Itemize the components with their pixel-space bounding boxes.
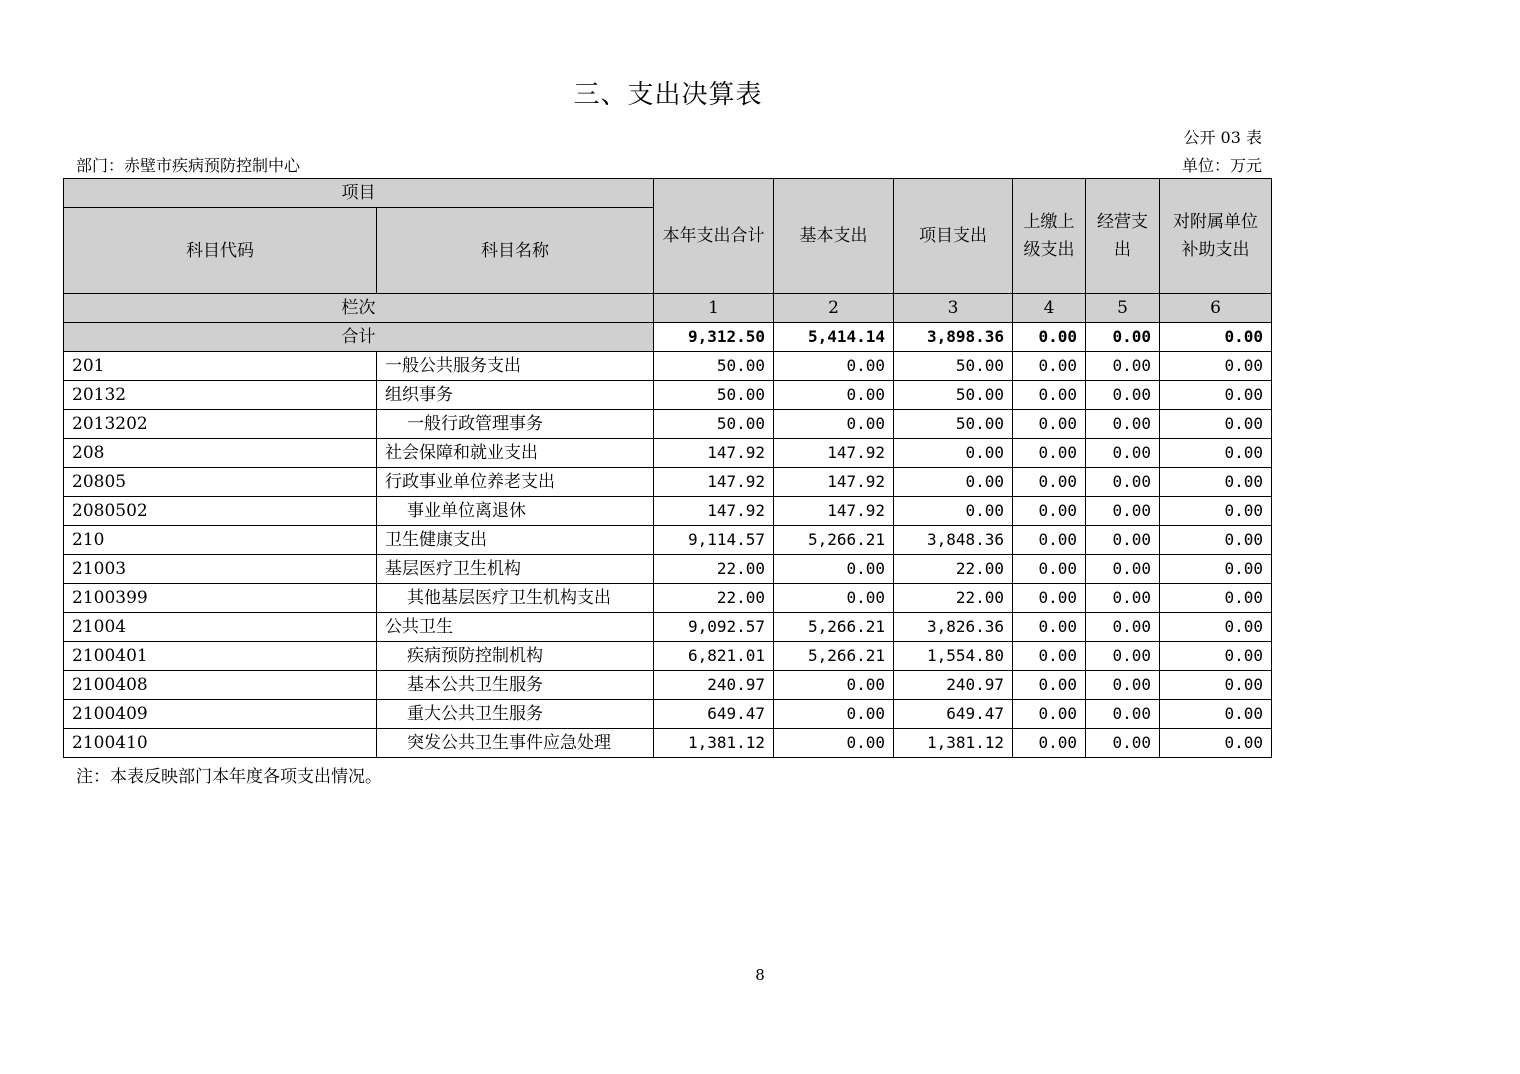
- amount-cell: 3,848.36: [894, 526, 1013, 555]
- subject-name: 疾病预防控制机构: [377, 642, 654, 671]
- subject-name: 社会保障和就业支出: [377, 439, 654, 468]
- amount-cell: 0.00: [1086, 729, 1160, 758]
- table-row: [64, 497, 1272, 526]
- amount-cell: 22.00: [654, 555, 774, 584]
- amount-cell: 147.92: [654, 497, 774, 526]
- expenditure-table: [63, 178, 1272, 758]
- subject-code: 2100408: [64, 671, 377, 700]
- amount-cell: 0.00: [1086, 439, 1160, 468]
- header-upper: 上缴上级支出: [1013, 179, 1086, 294]
- amount-cell: 0.00: [1013, 410, 1086, 439]
- amount-cell: 0.00: [774, 584, 894, 613]
- amount-cell: 0.00: [1160, 642, 1272, 671]
- amount-cell: 0.00: [1013, 555, 1086, 584]
- amount-cell: 0.00: [774, 671, 894, 700]
- amount-cell: 649.47: [894, 700, 1013, 729]
- amount-cell: 50.00: [654, 381, 774, 410]
- subject-code: 2013202: [64, 410, 377, 439]
- amount-cell: 0.00: [1160, 526, 1272, 555]
- table-row: [64, 613, 1272, 642]
- table-row: [64, 642, 1272, 671]
- subject-code: 21003: [64, 555, 377, 584]
- table-row: [64, 526, 1272, 555]
- table-row: [64, 352, 1272, 381]
- page-number: 8: [755, 966, 765, 984]
- amount-cell: 240.97: [654, 671, 774, 700]
- subject-name: 公共卫生: [377, 613, 654, 642]
- amount-cell: 0.00: [774, 381, 894, 410]
- amount-cell: 50.00: [654, 352, 774, 381]
- amount-cell: 147.92: [774, 497, 894, 526]
- amount-cell: 0.00: [1013, 526, 1086, 555]
- amount-cell: 0.00: [1013, 671, 1086, 700]
- amount-cell: 0.00: [1013, 352, 1086, 381]
- subject-code: 2080502: [64, 497, 377, 526]
- table-row: [64, 555, 1272, 584]
- amount-cell: 649.47: [654, 700, 774, 729]
- amount-cell: 22.00: [894, 555, 1013, 584]
- amount-cell: 0.00: [1160, 439, 1272, 468]
- subject-name: 事业单位离退休: [377, 497, 654, 526]
- amount-cell: 0.00: [1086, 410, 1160, 439]
- header-business: 经营支出: [1086, 179, 1160, 294]
- amount-cell: 240.97: [894, 671, 1013, 700]
- amount-cell: 0.00: [774, 729, 894, 758]
- total-value: 5,414.14: [774, 323, 894, 352]
- subject-name: 一般公共服务支出: [377, 352, 654, 381]
- subject-code: 2100410: [64, 729, 377, 758]
- amount-cell: 0.00: [894, 468, 1013, 497]
- amount-cell: 50.00: [654, 410, 774, 439]
- subject-code: 20805: [64, 468, 377, 497]
- amount-cell: 0.00: [1086, 497, 1160, 526]
- amount-cell: 0.00: [1086, 700, 1160, 729]
- amount-cell: 0.00: [1013, 642, 1086, 671]
- table-row: [64, 410, 1272, 439]
- amount-cell: 0.00: [1086, 584, 1160, 613]
- subject-code: 20132: [64, 381, 377, 410]
- amount-cell: 147.92: [774, 468, 894, 497]
- subject-name: 基层医疗卫生机构: [377, 555, 654, 584]
- amount-cell: 0.00: [1086, 468, 1160, 497]
- amount-cell: 0.00: [1013, 381, 1086, 410]
- table-row: [64, 729, 1272, 758]
- table-row: [64, 381, 1272, 410]
- amount-cell: 0.00: [1160, 613, 1272, 642]
- total-value: 0.00: [1160, 323, 1272, 352]
- amount-cell: 0.00: [1013, 729, 1086, 758]
- subject-name: 其他基层医疗卫生机构支出: [377, 584, 654, 613]
- subject-name: 基本公共卫生服务: [377, 671, 654, 700]
- table-number: 公开 03 表: [1183, 128, 1262, 147]
- unit-label: 单位：万元: [1181, 156, 1262, 175]
- header-seq-label: 栏次: [64, 294, 654, 323]
- amount-cell: 9,114.57: [654, 526, 774, 555]
- amount-cell: 5,266.21: [774, 613, 894, 642]
- amount-cell: 50.00: [894, 352, 1013, 381]
- amount-cell: 0.00: [1086, 671, 1160, 700]
- amount-cell: 5,266.21: [774, 526, 894, 555]
- department-label: 部门：赤壁市疾病预防控制中心: [76, 156, 301, 175]
- amount-cell: 0.00: [1160, 352, 1272, 381]
- amount-cell: 0.00: [1013, 584, 1086, 613]
- amount-cell: 0.00: [1086, 526, 1160, 555]
- amount-cell: 0.00: [894, 497, 1013, 526]
- amount-cell: 0.00: [1013, 439, 1086, 468]
- amount-cell: 0.00: [1086, 613, 1160, 642]
- amount-cell: 0.00: [1160, 468, 1272, 497]
- amount-cell: 0.00: [1013, 700, 1086, 729]
- header-item: 项目: [64, 179, 654, 208]
- amount-cell: 0.00: [1160, 700, 1272, 729]
- amount-cell: 0.00: [1160, 497, 1272, 526]
- seq-3: 3: [894, 294, 1013, 323]
- subject-code: 2100399: [64, 584, 377, 613]
- amount-cell: 22.00: [894, 584, 1013, 613]
- subject-name: 突发公共卫生事件应急处理: [377, 729, 654, 758]
- total-value: 0.00: [1013, 323, 1086, 352]
- amount-cell: 9,092.57: [654, 613, 774, 642]
- header-subsidy: 对附属单位补助支出: [1160, 179, 1272, 294]
- total-label: 合计: [64, 323, 654, 352]
- subject-name: 卫生健康支出: [377, 526, 654, 555]
- subject-name: 一般行政管理事务: [377, 410, 654, 439]
- page-title: 三、支出决算表: [573, 80, 763, 110]
- header-code: 科目代码: [64, 208, 377, 294]
- total-value: 3,898.36: [894, 323, 1013, 352]
- amount-cell: 147.92: [654, 439, 774, 468]
- total-value: 0.00: [1086, 323, 1160, 352]
- amount-cell: 0.00: [1160, 555, 1272, 584]
- table-note: 注：本表反映部门本年度各项支出情况。: [76, 767, 382, 787]
- amount-cell: 0.00: [1160, 729, 1272, 758]
- amount-cell: 1,381.12: [894, 729, 1013, 758]
- header-total: 本年支出合计: [654, 179, 774, 294]
- amount-cell: 0.00: [1160, 410, 1272, 439]
- amount-cell: 50.00: [894, 381, 1013, 410]
- amount-cell: 3,826.36: [894, 613, 1013, 642]
- subject-code: 21004: [64, 613, 377, 642]
- amount-cell: 0.00: [1086, 642, 1160, 671]
- amount-cell: 0.00: [774, 700, 894, 729]
- table-row: [64, 584, 1272, 613]
- amount-cell: 0.00: [1013, 613, 1086, 642]
- table-row: [64, 439, 1272, 468]
- table-row: [64, 671, 1272, 700]
- amount-cell: 0.00: [1086, 352, 1160, 381]
- seq-1: 1: [654, 294, 774, 323]
- seq-6: 6: [1160, 294, 1272, 323]
- amount-cell: 147.92: [654, 468, 774, 497]
- table-row: [64, 468, 1272, 497]
- amount-cell: 0.00: [774, 410, 894, 439]
- amount-cell: 0.00: [1013, 497, 1086, 526]
- amount-cell: 1,554.80: [894, 642, 1013, 671]
- header-project: 项目支出: [894, 179, 1013, 294]
- amount-cell: 6,821.01: [654, 642, 774, 671]
- total-value: 9,312.50: [654, 323, 774, 352]
- subject-code: 2100401: [64, 642, 377, 671]
- amount-cell: 0.00: [1086, 555, 1160, 584]
- seq-4: 4: [1013, 294, 1086, 323]
- amount-cell: 0.00: [1086, 381, 1160, 410]
- amount-cell: 0.00: [1160, 381, 1272, 410]
- seq-2: 2: [774, 294, 894, 323]
- amount-cell: 0.00: [774, 352, 894, 381]
- subject-name: 重大公共卫生服务: [377, 700, 654, 729]
- amount-cell: 5,266.21: [774, 642, 894, 671]
- amount-cell: 0.00: [1013, 468, 1086, 497]
- amount-cell: 0.00: [1160, 584, 1272, 613]
- total-row: [64, 323, 1272, 352]
- amount-cell: 147.92: [774, 439, 894, 468]
- subject-code: 208: [64, 439, 377, 468]
- subject-code: 201: [64, 352, 377, 381]
- amount-cell: 1,381.12: [654, 729, 774, 758]
- header-basic: 基本支出: [774, 179, 894, 294]
- amount-cell: 0.00: [894, 439, 1013, 468]
- amount-cell: 0.00: [1160, 671, 1272, 700]
- seq-5: 5: [1086, 294, 1160, 323]
- subject-name: 行政事业单位养老支出: [377, 468, 654, 497]
- amount-cell: 0.00: [774, 555, 894, 584]
- table-row: [64, 700, 1272, 729]
- subject-name: 组织事务: [377, 381, 654, 410]
- subject-code: 2100409: [64, 700, 377, 729]
- amount-cell: 22.00: [654, 584, 774, 613]
- subject-code: 210: [64, 526, 377, 555]
- amount-cell: 50.00: [894, 410, 1013, 439]
- header-name: 科目名称: [377, 208, 654, 294]
